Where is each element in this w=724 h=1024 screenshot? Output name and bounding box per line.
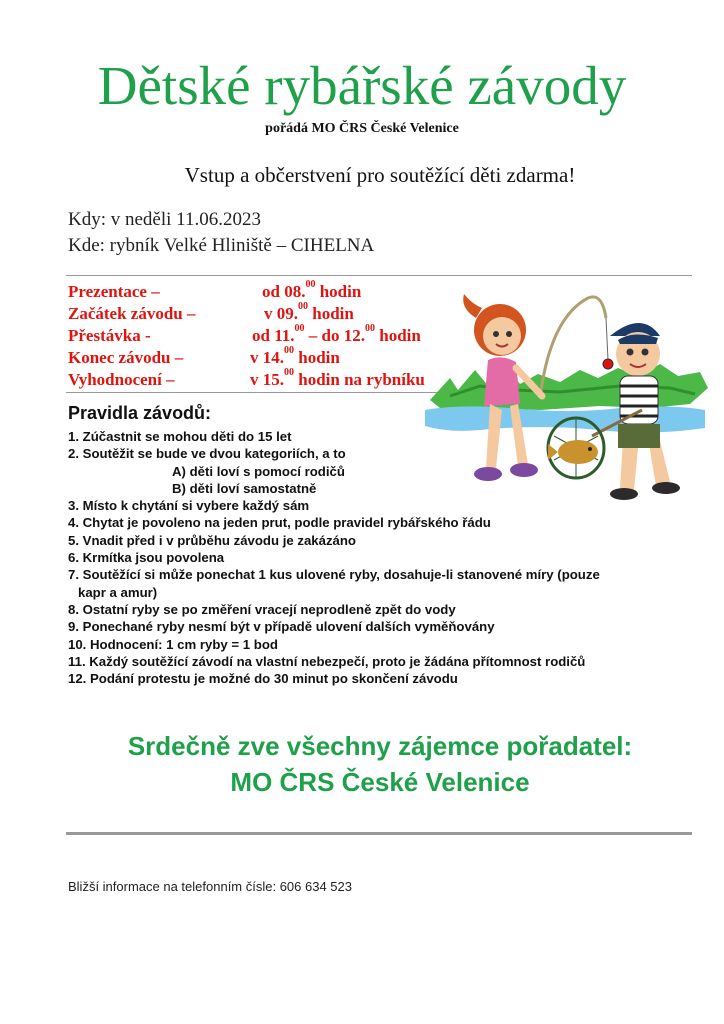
rule-subitem: A) děti loví s pomocí rodičů — [172, 463, 345, 479]
rule-item: 9. Ponechané ryby nesmí být v případě ulovení dalších vyměňovány — [68, 619, 495, 635]
schedule-time: v 09.00 hodin — [264, 301, 354, 323]
schedule-time: v 14.00 hodin — [250, 345, 340, 367]
invitation-line1: Srdečně zve všechny zájemce pořadatel: — [127, 731, 633, 761]
schedule-time: v 15.00 hodin na rybníku — [250, 367, 425, 389]
event-date: Kdy: v neděli 11.06.2023 — [68, 209, 261, 230]
float-bobber — [603, 359, 613, 369]
rule-item: 1. Zúčastnit se mohou děti do 15 let — [68, 429, 292, 444]
rule-item: 6. Krmítka jsou povolena — [68, 550, 225, 566]
schedule-label: Konec závodu – — [68, 348, 184, 367]
divider-top — [66, 275, 692, 276]
rule-item: 12. Podání protestu je možné do 30 minut po skončení závodu — [68, 671, 458, 687]
rules-list — [68, 429, 600, 688]
organizer-line: pořádá MO ČRS České Velenice — [265, 121, 459, 136]
rule-item: 8. Ostatní ryby se po změření vracejí neprodleně zpět do vody — [68, 601, 456, 617]
rule-item: 5. Vnadit před i v průběhu závodu je zakázáno — [68, 532, 356, 548]
rule-item: 4. Chytat je povoleno na jeden prut, podle pravidel rybářského řádu — [68, 515, 491, 531]
rule-item-continued: kapr a amur) — [78, 584, 158, 600]
divider-bottom — [66, 832, 692, 835]
schedule-label: Vyhodnocení – — [68, 370, 175, 389]
entry-note: Vstup a občerstvení pro soutěžící děti zdarma! — [184, 163, 576, 187]
rule-item: 3. Místo k chytání si vybere každý sám — [68, 498, 310, 514]
contact-info: Bližší informace na telefonním čísle: 606 634 523 — [68, 879, 352, 894]
schedule-label: Začátek závodu – — [68, 304, 196, 323]
rule-item: 7. Soutěžící si může ponechat 1 kus ulovené ryby, dosahuje-li stanovené míry (pouze — [68, 567, 600, 583]
invitation-line2: MO ČRS České Velenice — [230, 767, 530, 797]
invitation — [0, 728, 724, 800]
rule-item: 11. Každý soutěžící závodí na vlastní nebezpečí, proto je žádána přítomnost rodičů — [68, 653, 586, 669]
rule-subitem: B) děti loví samostatně — [172, 480, 317, 496]
schedule-time: od 11.00 – do 12.00 hodin — [252, 323, 421, 345]
page-title: Dětské rybářské závody — [97, 55, 627, 116]
schedule-time: od 08.00 hodin — [262, 279, 362, 301]
event-location: Kde: rybník Velké Hliniště – CIHELNA — [68, 235, 375, 256]
rule-item: 10. Hodnocení: 1 cm ryby = 1 bod — [68, 636, 278, 652]
rule-item: 2. Soutěžit se bude ve dvou kategoriích, a to — [68, 446, 346, 462]
schedule-label: Přestávka - — [68, 326, 151, 345]
schedule-label: Prezentace – — [68, 282, 160, 301]
rules-heading: Pravidla závodů: — [68, 403, 212, 423]
